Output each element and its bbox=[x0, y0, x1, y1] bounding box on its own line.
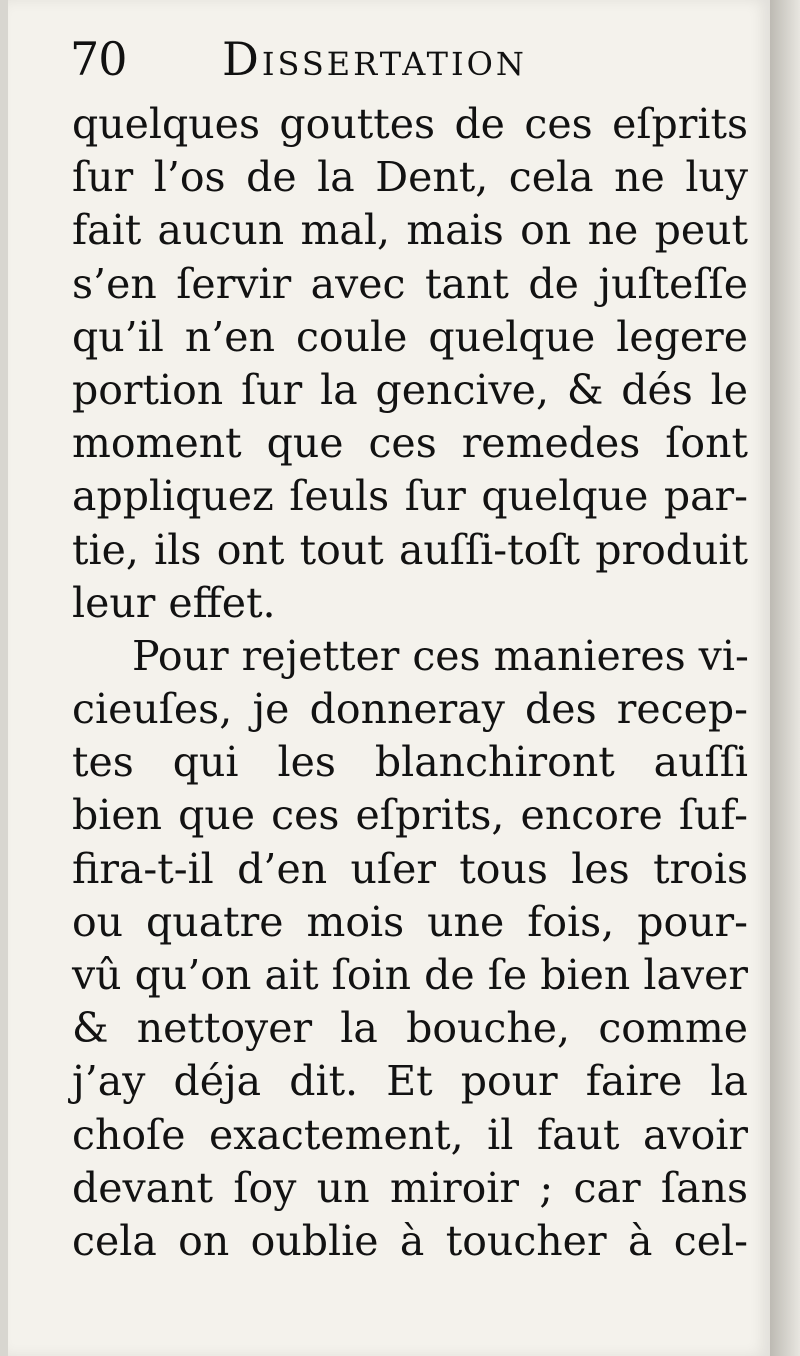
running-title: Dissertation bbox=[222, 32, 527, 86]
text-line: j’ay déja dit. Et pour faire la bbox=[72, 1057, 748, 1106]
body-text bbox=[72, 98, 748, 1268]
text-line: tes qui les blanchiront auſſi bbox=[72, 738, 748, 787]
text-line: quelques gouttes de ces eſprits bbox=[72, 100, 748, 148]
text-line-paragraph-end: leur effet. bbox=[72, 578, 276, 627]
text-line: fira-t-il d’en uſer tous les trois bbox=[72, 844, 748, 893]
text-line: bien que ces eſprits, encore ſuf- bbox=[72, 791, 748, 840]
book-page bbox=[8, 0, 770, 1356]
text-line: ou quatre mois une fois, pour- bbox=[72, 897, 748, 946]
text-line: & nettoyer la bouche, comme bbox=[72, 1004, 748, 1053]
page-number: 70 bbox=[70, 32, 127, 86]
text-line: choſe exactement, il faut avoir bbox=[72, 1110, 748, 1159]
text-line: devant ſoy un miroir ; car ſans bbox=[72, 1163, 748, 1212]
text-line: appliquez ſeuls ſur quelque par- bbox=[72, 472, 748, 521]
text-line: tie, ils ont tout auſſi-toſt produit bbox=[72, 525, 748, 574]
text-line: moment que ces remedes ſont bbox=[72, 419, 748, 468]
text-line: s’en ſervir avec tant de juſteſſe bbox=[72, 259, 748, 308]
text-line: qu’il n’en coule quelque legere bbox=[72, 312, 748, 361]
text-line: cieuſes, je donneray des recep- bbox=[72, 685, 748, 734]
text-line-paragraph-start: Pour rejetter ces manieres vi- bbox=[132, 631, 749, 680]
page-edge bbox=[770, 0, 800, 1356]
text-line: vû qu’on ait ſoin de ſe bien laver bbox=[72, 951, 748, 999]
text-line: fait aucun mal, mais on ne peut bbox=[72, 206, 748, 255]
text-line: cela on oublie à toucher à cel- bbox=[72, 1216, 748, 1265]
page-header bbox=[70, 30, 750, 100]
text-line: ſur l’os de la Dent, cela ne luy bbox=[72, 153, 748, 202]
text-line: portion ſur la gencive, & dés le bbox=[72, 365, 748, 414]
